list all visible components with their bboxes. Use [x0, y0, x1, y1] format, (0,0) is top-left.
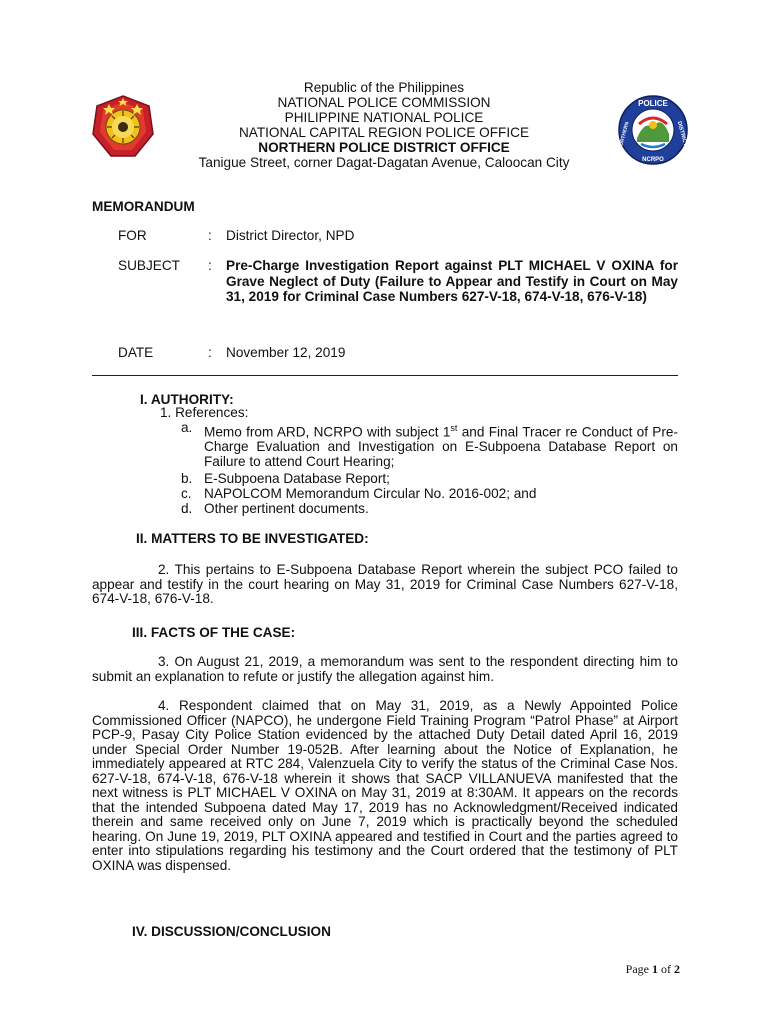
- npd-ncrpo-seal-icon: [617, 94, 689, 166]
- date-colon: :: [208, 345, 212, 360]
- pnp-seal-icon: [91, 94, 155, 158]
- seal-text-left: NORTHERN: [617, 121, 631, 151]
- seal-text-right: DISTRICT: [675, 120, 689, 147]
- ncrpo-line: NATIONAL CAPITAL REGION POLICE OFFICE: [238, 125, 530, 140]
- ref-b-marker: b.: [181, 471, 193, 486]
- seal-text-bottom: NCRPO: [642, 157, 664, 163]
- ref-c-text: NAPOLCOM Memorandum Circular No. 2016-002; and: [204, 486, 537, 501]
- memo-label: MEMORANDUM: [92, 199, 195, 214]
- agency-heading: [160, 80, 608, 170]
- divider-rule: [92, 375, 678, 376]
- letterhead: [0, 80, 768, 180]
- section-matters-heading: II. MATTERS TO BE INVESTIGATED:: [136, 531, 369, 546]
- ref-c-marker: c.: [181, 486, 192, 501]
- ref-d-text: Other pertinent documents.: [204, 501, 369, 516]
- office-address: Tanigue Street, corner Dagat-Dagatan Avenue, Caloocan City: [198, 155, 570, 170]
- ref-b-text: E-Subpoena Database Report;: [204, 471, 390, 486]
- paragraph-2: 2. This pertains to E-Subpoena Database Report wherein the subject PCO failed to appear and testify in the court hearing on May 31, 2019 for Criminal Case Numbers 627-V-18, 674-V-18, 676-V-18.: [92, 562, 678, 606]
- subject-label: SUBJECT: [118, 258, 180, 273]
- subject-colon: :: [208, 258, 212, 273]
- for-label: FOR: [118, 228, 147, 243]
- ref-a-marker: a.: [181, 420, 193, 435]
- section-authority-heading: I. AUTHORITY:: [140, 392, 234, 407]
- ref-d-marker: d.: [181, 501, 193, 516]
- for-value: District Director, NPD: [226, 228, 355, 243]
- section-facts-heading: III. FACTS OF THE CASE:: [132, 625, 296, 640]
- section-discussion-heading: IV. DISCUSSION/CONCLUSION: [132, 924, 331, 939]
- napolcom-line: NATIONAL POLICE COMMISSION: [277, 95, 491, 110]
- office-name: NORTHERN POLICE DISTRICT OFFICE: [258, 140, 510, 155]
- ref-a-text: Memo from ARD, NCRPO with subject 1st and Final Tracer re Conduct of Pre-Charge Evaluation and Investigation on E-Subpoena Database Report on Failure to attend Court Hearing;: [204, 423, 678, 469]
- date-label: DATE: [118, 345, 154, 360]
- subject-value: Pre-Charge Investigation Report against PLT MICHAEL V OXINA for Grave Neglect of Duty (Failure to Appear and Testify in Court on May 31, 2019 for Criminal Case Numbers 627-V-18, 674-V-18, 676-V-18): [226, 258, 678, 304]
- republic-line: Republic of the Philippines: [303, 80, 465, 95]
- date-value: November 12, 2019: [226, 345, 346, 360]
- seal-text-top: POLICE: [638, 99, 668, 108]
- paragraph-4: 4. Respondent claimed that on May 31, 2019, as a Newly Appointed Police Commissioned Officer (NAPCO), he undergone Field Training Program “Patrol Phase” at Airport PCP-9, Pasay City Police Station evidenced by the attached Duty Detail dated April 16, 2019 under Special Order Number 19-052B. After learning about the Notice of Explanation, he immediately appeared at RTC 284, Valenzuela City to verify the status of the Criminal Case Nos. 627-V-18, 674-V-18, 676-V-18 wherein it shows that SACP VILLANUEVA manifested that the next witness is PLT MICHAEL V OXINA on May 31, 2019 at 8:30AM. It appears on the records that the intended Subpoena dated May 17, 2019 has no Acknowledgment/Received indicated therein and same received only on June 7, 2019 which is practically beyond the scheduled hearing. On June 19, 2019, PLT OXINA appeared and testified in Court and the parties agreed to enter into stipulations regarding his testimony and the Court ordered that the testimony of PLT OXINA was dispensed.: [92, 698, 678, 873]
- paragraph-3: 3. On August 21, 2019, a memorandum was sent to the respondent directing him to submit an explanation to refute or justify the allegation against him.: [92, 654, 678, 684]
- for-colon: :: [208, 228, 212, 243]
- pnp-line: PHILIPPINE NATIONAL POLICE: [284, 110, 484, 125]
- references-title: 1. References:: [160, 405, 249, 420]
- page-number: Page 1 of 2: [625, 962, 680, 976]
